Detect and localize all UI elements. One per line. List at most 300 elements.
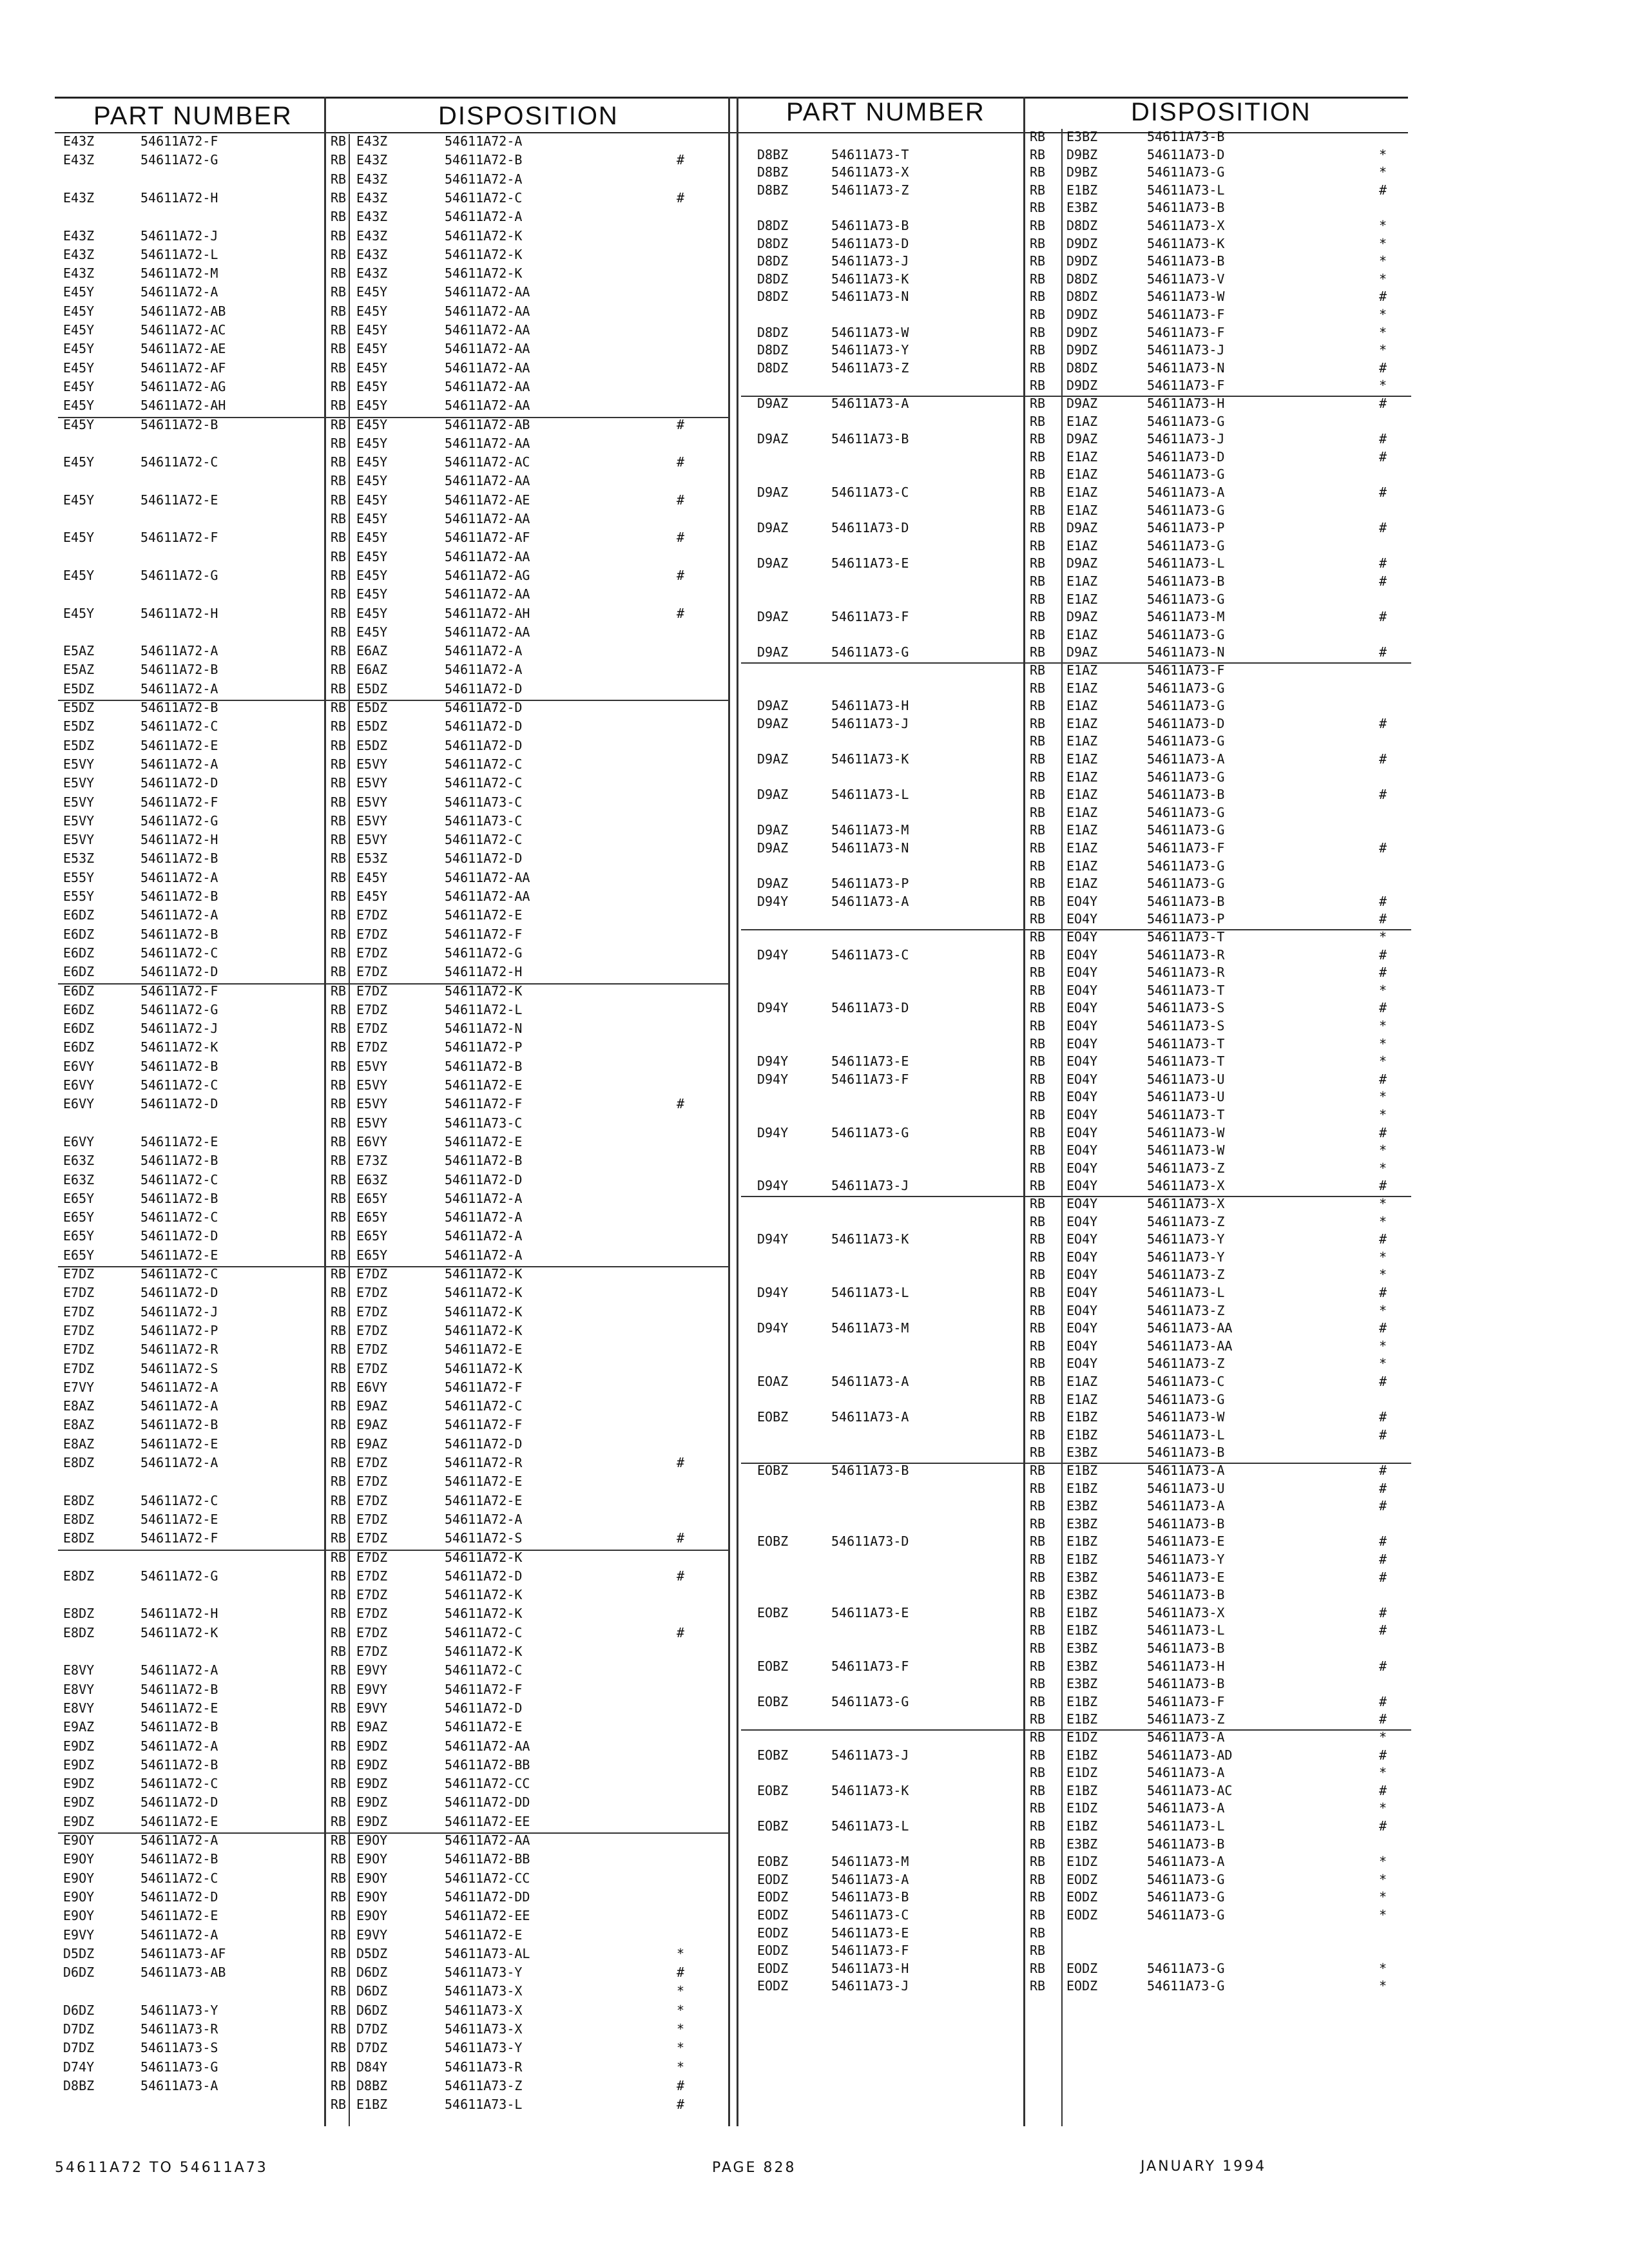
disposition-code: RB (1030, 1943, 1046, 1959)
disposition-engine: E43Z (356, 209, 388, 225)
disposition-engine: E1BZ (1066, 1782, 1098, 1798)
disposition-code: RB (331, 416, 347, 432)
disposition-engine: E1BZ (1066, 1463, 1098, 1478)
disposition-engine: E9OY (356, 1851, 388, 1867)
disposition-engine: D5DZ (356, 1945, 388, 1961)
part-code: D7DZ (63, 2040, 95, 2056)
disposition-part: 54611A73-R (1147, 965, 1225, 981)
disposition-part: 54611A72-K (445, 1303, 523, 1320)
table-row (0, 1054, 1629, 1068)
part-number: 54611A73-B (831, 1889, 909, 1905)
disposition-part: 54611A72-EE (445, 1908, 530, 1924)
change-mark: # (1379, 573, 1387, 589)
table-row (0, 450, 1629, 464)
disposition-engine: D9AZ (1066, 609, 1098, 625)
part-code: E9VY (63, 1927, 95, 1943)
part-number: 54611A73-D (831, 235, 909, 251)
disposition-engine: E1BZ (1066, 1427, 1098, 1443)
disposition-code: RB (1030, 715, 1046, 731)
change-mark: # (677, 1965, 685, 1981)
table-row (0, 1890, 1629, 1904)
part-code: E6DZ (63, 1001, 95, 1017)
disposition-part: 54611A72-F (445, 1417, 523, 1433)
disposition-code: RB (331, 643, 347, 659)
disposition-engine: E6VY (356, 1379, 388, 1395)
change-mark: * (1379, 1800, 1387, 1816)
part-number: 54611A73-J (831, 1178, 909, 1194)
disposition-part: 54611A72-L (445, 1001, 523, 1017)
disposition-engine: EO4Y (1066, 1089, 1098, 1105)
part-code: E9AZ (63, 1719, 95, 1735)
disposition-engine: EO4Y (1066, 1267, 1098, 1283)
disposition-engine: E7DZ (356, 1266, 388, 1282)
disposition-part: 54611A72-AA (445, 889, 530, 904)
disposition-engine: E53Z (356, 850, 388, 867)
disposition-part: 54611A73-F (1147, 1693, 1225, 1709)
disposition-engine: D7DZ (356, 2040, 388, 2056)
part-number: 54611A73-E (831, 555, 909, 572)
change-mark: # (677, 1455, 685, 1470)
disposition-code: RB (1030, 840, 1046, 856)
disposition-part: 54611A73-AD (1147, 1747, 1233, 1763)
disposition-engine: EO4Y (1066, 1071, 1098, 1087)
table-row (0, 556, 1629, 570)
part-number: 54611A73-B (831, 1463, 909, 1478)
change-mark: # (1379, 893, 1387, 909)
disposition-engine: E5VY (356, 756, 388, 772)
part-code: D94Y (757, 893, 789, 909)
part-number: 54611A72-C (140, 454, 218, 470)
disposition-code: RB (1030, 324, 1046, 340)
disposition-code: RB (1030, 1604, 1046, 1620)
part-number: 54611A72-B (140, 1058, 218, 1074)
part-code: EOBZ (757, 1658, 789, 1674)
part-number: 54611A72-F (140, 133, 218, 149)
disposition-code: RB (331, 2002, 347, 2018)
disposition-code: RB (1030, 1000, 1046, 1016)
part-code: D8BZ (757, 164, 789, 180)
change-mark: # (677, 416, 685, 432)
table-row (0, 307, 1629, 322)
disposition-part: 54611A73-B (1147, 1640, 1225, 1656)
disposition-part: 54611A73-J (1147, 342, 1225, 358)
disposition-engine: EO4Y (1066, 1302, 1098, 1318)
table-row (0, 1374, 1629, 1389)
disposition-engine: EO4Y (1066, 1196, 1098, 1211)
disposition-engine: EODZ (1066, 1889, 1098, 1905)
disposition-code: RB (331, 605, 347, 621)
part-number: 54611A72-A (140, 1738, 218, 1754)
change-mark: * (1379, 253, 1387, 269)
part-code: E43Z (63, 265, 95, 282)
disposition-code: RB (331, 2040, 347, 2056)
disposition-engine: E45Y (356, 869, 388, 885)
part-number: 54611A72-A (140, 907, 218, 923)
disposition-code: RB (331, 869, 347, 885)
part-number: 54611A72-A (140, 680, 218, 697)
disposition-part: 54611A73-A (1147, 485, 1225, 500)
part-number: 54611A73-M (831, 822, 909, 838)
disposition-code: RB (1030, 1640, 1046, 1656)
disposition-code: RB (1030, 1587, 1046, 1603)
disposition-code: RB (1030, 271, 1046, 287)
part-code: D9AZ (757, 485, 789, 500)
part-code: E6DZ (63, 945, 95, 961)
disposition-code: RB (1030, 1818, 1046, 1834)
part-number: 54611A72-C (140, 1209, 218, 1225)
disposition-part: 54611A73-X (1147, 1196, 1225, 1211)
disposition-code: RB (1030, 680, 1046, 696)
change-mark: * (1379, 307, 1387, 322)
disposition-code: RB (1030, 911, 1046, 927)
table-row (0, 930, 1629, 944)
disposition-code: RB (331, 1096, 347, 1112)
part-number: 54611A73-L (831, 787, 909, 803)
disposition-engine: E7DZ (356, 1360, 388, 1376)
disposition-engine: E7DZ (356, 1624, 388, 1640)
disposition-engine: EO4Y (1066, 1018, 1098, 1033)
table-row (0, 610, 1629, 624)
disposition-engine: D9DZ (1066, 253, 1098, 269)
disposition-engine: EO4Y (1066, 1338, 1098, 1354)
disposition-part: 54611A72-K (445, 227, 523, 244)
change-mark: * (1379, 164, 1387, 180)
disposition-code: RB (331, 1776, 347, 1792)
part-code: EODZ (757, 1889, 789, 1905)
part-number: 54611A73-Z (831, 182, 909, 198)
part-number: 54611A72-AE (140, 341, 226, 357)
disposition-code: RB (331, 775, 347, 791)
part-number: 54611A73-R (140, 2021, 218, 2037)
disposition-part: 54611A73-B (1147, 787, 1225, 803)
change-mark: # (1379, 1818, 1387, 1834)
table-row (0, 1801, 1629, 1815)
disposition-engine: E43Z (356, 171, 388, 187)
change-mark: * (1379, 1160, 1387, 1176)
part-number: 54611A72-G (140, 1568, 218, 1584)
table-row (0, 805, 1629, 820)
part-number: 54611A72-E (140, 1247, 218, 1263)
disposition-engine: E9OY (356, 1870, 388, 1886)
change-mark: * (1379, 1889, 1387, 1905)
part-code: D8DZ (757, 218, 789, 233)
disposition-part: 54611A72-AC (445, 454, 530, 470)
disposition-part: 54611A72-AA (445, 378, 530, 394)
change-mark: * (1379, 1854, 1387, 1870)
table-row (0, 752, 1629, 766)
disposition-engine: E1AZ (1066, 466, 1098, 483)
disposition-engine: EO4Y (1066, 911, 1098, 927)
disposition-part: 54611A73-S (1147, 1000, 1225, 1016)
disposition-engine: E3BZ (1066, 1658, 1098, 1674)
part-number: 54611A73-Y (831, 342, 909, 358)
change-mark: # (677, 1096, 685, 1112)
disposition-engine: E1AZ (1066, 715, 1098, 731)
disposition-part: 54611A73-D (1147, 715, 1225, 731)
table-row (0, 1356, 1629, 1370)
disposition-part: 54611A73-G (1147, 1960, 1225, 1976)
disposition-engine: E7DZ (356, 1530, 388, 1546)
part-number: 54611A72-E (140, 1436, 218, 1452)
part-code: E9DZ (63, 1738, 95, 1754)
part-number: 54611A73-M (831, 1854, 909, 1870)
disposition-code: RB (1030, 1124, 1046, 1140)
disposition-part: 54611A73-G (1147, 822, 1225, 838)
table-row (0, 574, 1629, 588)
disposition-code: RB (1030, 1552, 1046, 1567)
disposition-code: RB (331, 284, 347, 300)
part-code: E8DZ (63, 1568, 95, 1584)
part-number: 54611A73-A (831, 396, 909, 411)
table-row (0, 1143, 1629, 1157)
part-number: 54611A72-A (140, 1379, 218, 1395)
table-row (0, 1730, 1629, 1744)
disposition-engine: E9AZ (356, 1417, 388, 1433)
part-number: 54611A72-J (140, 1303, 218, 1320)
disposition-code: RB (1030, 751, 1046, 767)
part-number: 54611A73-A (831, 893, 909, 909)
table-row (0, 1445, 1629, 1459)
disposition-part: 54611A73-Y (1147, 1231, 1225, 1247)
part-code: E7DZ (63, 1266, 95, 1282)
disposition-code: RB (1030, 1907, 1046, 1923)
part-number: 54611A72-K (140, 1624, 218, 1640)
disposition-engine: E45Y (356, 605, 388, 621)
disposition-engine: E3BZ (1066, 200, 1098, 216)
disposition-part: 54611A73-U (1147, 1480, 1225, 1496)
part-code: E9OY (63, 1851, 95, 1867)
disposition-code: RB (331, 265, 347, 282)
change-mark: * (677, 2002, 685, 2018)
disposition-code: RB (331, 1115, 347, 1131)
disposition-engine: E3BZ (1066, 129, 1098, 144)
disposition-part: 54611A72-E (445, 907, 523, 923)
disposition-part: 54611A72-AA (445, 511, 530, 526)
disposition-engine: E9DZ (356, 1776, 388, 1792)
disposition-code: RB (1030, 1249, 1046, 1265)
part-number: 54611A72-B (140, 416, 218, 432)
part-number: 54611A72-B (140, 1417, 218, 1433)
disposition-part: 54611A72-G (445, 945, 523, 961)
change-mark: # (1379, 289, 1387, 305)
disposition-part: 54611A73-G (1147, 858, 1225, 874)
disposition-engine: E9AZ (356, 1398, 388, 1414)
part-number: 54611A72-C (140, 718, 218, 735)
part-number: 54611A73-F (831, 1943, 909, 1959)
disposition-engine: E1BZ (1066, 1818, 1098, 1834)
disposition-part: 54611A73-Z (1147, 1267, 1225, 1283)
disposition-code: RB (1030, 965, 1046, 981)
change-mark: # (677, 2077, 685, 2093)
disposition-engine: D7DZ (356, 2021, 388, 2037)
part-number: 54611A73-E (831, 1925, 909, 1941)
part-code: E43Z (63, 227, 95, 244)
disposition-part: 54611A72-K (445, 1322, 523, 1338)
table-row (0, 698, 1629, 713)
disposition-part: 54611A73-G (1147, 1391, 1225, 1407)
table-row (0, 715, 1629, 735)
part-code: E9OY (63, 1832, 95, 1848)
change-mark: # (1379, 1552, 1387, 1567)
change-mark: * (1379, 1035, 1387, 1052)
disposition-part: 54611A73-Y (445, 1965, 523, 1981)
disposition-engine: E7DZ (356, 1474, 388, 1490)
table-row (0, 1765, 1629, 1780)
part-number: 54611A72-B (140, 1190, 218, 1206)
part-number: 54611A72-D (140, 775, 218, 791)
table-row (0, 165, 1629, 179)
table-row (0, 1783, 1629, 1798)
change-mark: * (1379, 982, 1387, 998)
disposition-part: 54611A73-F (1147, 324, 1225, 340)
part-number: 54611A72-F (140, 794, 218, 810)
change-mark: * (1379, 1907, 1387, 1923)
disposition-code: RB (1030, 1427, 1046, 1443)
disposition-engine: EO4Y (1066, 1356, 1098, 1372)
disposition-engine: E5DZ (356, 718, 388, 735)
disposition-code: RB (1030, 1285, 1046, 1300)
table-row (0, 1712, 1629, 1726)
part-code: E6VY (63, 1058, 95, 1074)
disposition-engine: E43Z (356, 246, 388, 262)
disposition-engine: D9DZ (1066, 342, 1098, 358)
table-row (0, 254, 1629, 268)
disposition-code: RB (331, 1549, 347, 1565)
disposition-code: RB (331, 1681, 347, 1697)
disposition-part: 54611A72-C (445, 1398, 523, 1414)
change-mark: * (1379, 1356, 1387, 1372)
disposition-part: 54611A73-B (1147, 1676, 1225, 1692)
disposition-engine: E1AZ (1066, 733, 1098, 749)
disposition-code: RB (331, 964, 347, 980)
disposition-code: RB (1030, 218, 1046, 233)
change-mark: # (1379, 1427, 1387, 1443)
table-row (0, 289, 1629, 303)
table-row (0, 236, 1629, 251)
disposition-code: RB (1030, 929, 1046, 945)
disposition-part: 54611A72-A (445, 133, 523, 149)
disposition-part: 54611A73-T (1147, 1053, 1225, 1070)
part-code: E5VY (63, 794, 95, 810)
change-mark: # (677, 1568, 685, 1584)
change-mark: # (1379, 520, 1387, 536)
disposition-part: 54611A73-Y (1147, 1552, 1225, 1567)
disposition-part: 54611A72-A (445, 171, 523, 187)
disposition-engine: E1BZ (1066, 1693, 1098, 1709)
change-mark: * (677, 2059, 685, 2075)
disposition-part: 54611A72-AA (445, 869, 530, 885)
table-row (0, 912, 1629, 926)
disposition-code: RB (331, 662, 347, 678)
disposition-engine: E63Z (356, 1171, 388, 1187)
table-row (0, 1303, 1629, 1318)
change-mark: * (1379, 1053, 1387, 1070)
part-code: E5DZ (63, 718, 95, 735)
part-code: D6DZ (63, 1965, 95, 1981)
disposition-part: 54611A72-DD (445, 1888, 530, 1905)
part-number: 54611A73-F (831, 609, 909, 625)
disposition-part: 54611A73-G (1147, 591, 1225, 607)
table-row (0, 1517, 1629, 1531)
disposition-code: RB (331, 1455, 347, 1470)
disposition-engine: E5DZ (356, 700, 388, 715)
disposition-engine: E7DZ (356, 1021, 388, 1037)
part-number: 54611A72-E (140, 1700, 218, 1716)
disposition-code: RB (331, 1700, 347, 1716)
disposition-part: 54611A72-R (445, 1455, 523, 1470)
disposition-code: RB (331, 1511, 347, 1527)
part-code: E55Y (63, 869, 95, 885)
footer-page: PAGE 828 (712, 2160, 796, 2176)
disposition-part: 54611A72-AA (445, 303, 530, 319)
disposition-engine: E65Y (356, 1247, 388, 1263)
disposition-part: 54611A73-G (1147, 164, 1225, 180)
disposition-part: 54611A72-DD (445, 1794, 530, 1811)
part-code: E8AZ (63, 1398, 95, 1414)
change-mark: # (677, 605, 685, 621)
disposition-engine: E1AZ (1066, 751, 1098, 767)
part-number: 54611A72-D (140, 1794, 218, 1811)
part-number: 54611A73-L (831, 1818, 909, 1834)
disposition-code: RB (1030, 804, 1046, 820)
part-number: 54611A73-X (831, 164, 909, 180)
disposition-part: 54611A73-U (1147, 1071, 1225, 1087)
part-code: E9OY (63, 1870, 95, 1886)
disposition-engine: E7DZ (356, 1039, 388, 1055)
disposition-code: RB (1030, 1533, 1046, 1550)
disposition-code: RB (1030, 573, 1046, 589)
part-number: 54611A72-B (140, 662, 218, 678)
part-code: E8AZ (63, 1436, 95, 1452)
disposition-engine: EO4Y (1066, 1213, 1098, 1229)
disposition-engine: E45Y (356, 284, 388, 300)
change-mark: * (1379, 1267, 1387, 1283)
disposition-engine: E7DZ (356, 1492, 388, 1508)
disposition-engine: E9VY (356, 1700, 388, 1716)
part-code: E6VY (63, 1077, 95, 1093)
disposition-part: 54611A72-AA (445, 548, 530, 564)
disposition-code: RB (1030, 1871, 1046, 1887)
disposition-part: 54611A73-L (445, 2097, 523, 2113)
part-code: E5VY (63, 756, 95, 772)
disposition-code: RB (331, 1417, 347, 1433)
disposition-part: 54611A72-D (445, 737, 523, 753)
change-mark: # (677, 454, 685, 470)
disposition-part: 54611A73-D (1147, 146, 1225, 162)
disposition-engine: D9AZ (1066, 520, 1098, 536)
disposition-engine: E1BZ (356, 2097, 388, 2113)
table-row (0, 1232, 1629, 1246)
disposition-code: RB (331, 1266, 347, 1282)
part-number: 54611A72-D (140, 964, 218, 980)
table-row (0, 1979, 1629, 1993)
change-mark: # (1379, 555, 1387, 572)
disposition-engine: E65Y (356, 1209, 388, 1225)
disposition-part: 54611A73-L (1147, 1285, 1225, 1300)
disposition-code: RB (331, 2097, 347, 2113)
part-number: 54611A73-AB (140, 1965, 226, 1981)
disposition-engine: E1AZ (1066, 1391, 1098, 1407)
change-mark: * (677, 1945, 685, 1961)
disposition-code: RB (331, 1171, 347, 1187)
disposition-part: 54611A73-X (445, 2002, 523, 2018)
disposition-part: 54611A73-AC (1147, 1782, 1233, 1798)
part-code: E6DZ (63, 907, 95, 923)
disposition-part: 54611A72-K (445, 265, 523, 282)
disposition-engine: E9DZ (356, 1738, 388, 1754)
disposition-code: RB (331, 1568, 347, 1584)
change-mark: * (1379, 1871, 1387, 1887)
